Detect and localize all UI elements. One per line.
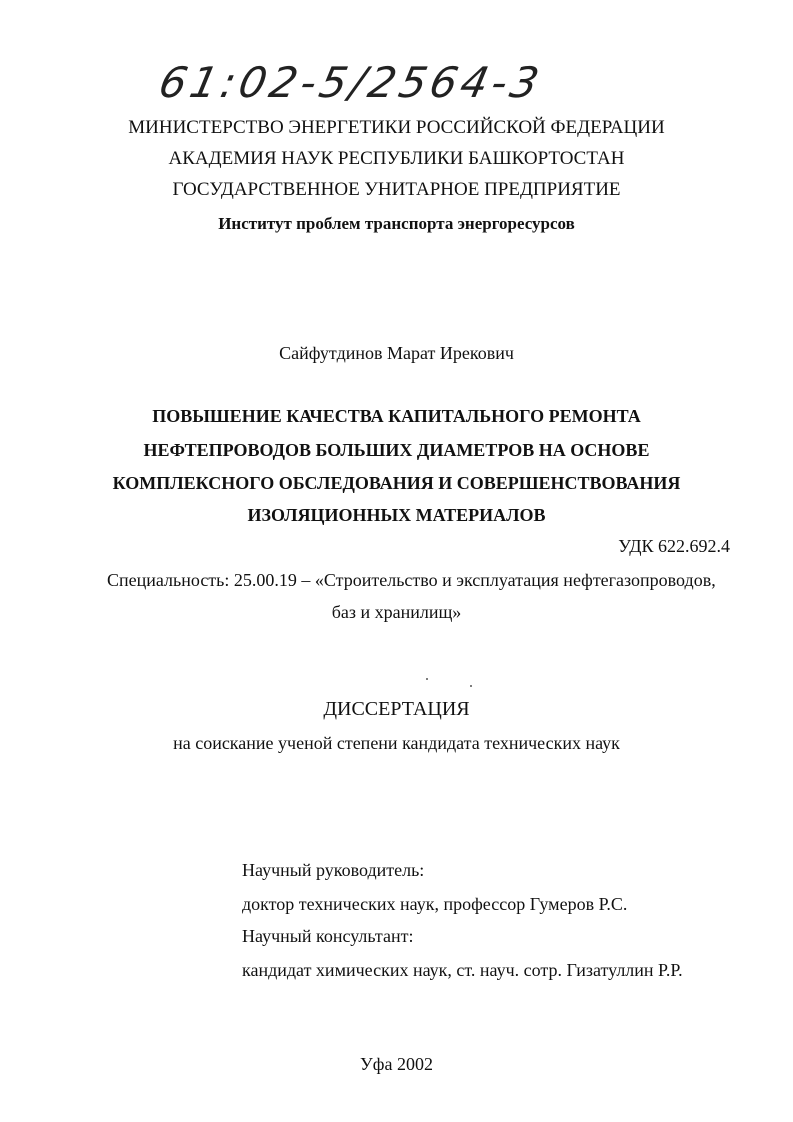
- supervisor-label: Научный руководитель:: [242, 860, 425, 880]
- enterprise-heading: ГОСУДАРСТВЕННОЕ УНИТАРНОЕ ПРЕДПРИЯТИЕ: [172, 179, 621, 200]
- udk-code: УДК 622.692.4: [618, 536, 730, 556]
- institute-heading: Институт проблем транспорта энергоресурсов: [218, 214, 575, 233]
- scan-speck: [426, 678, 428, 680]
- scan-speck: [470, 685, 472, 687]
- supervisor-name: доктор технических наук, профессор Гумеров Р.С.: [242, 894, 628, 914]
- author-name: Сайфутдинов Марат Ирекович: [279, 343, 514, 363]
- degree-line: на соискание ученой степени кандидата технических наук: [173, 733, 620, 753]
- ministry-heading: МИНИСТЕРСТВО ЭНЕРГЕТИКИ РОССИЙСКОЙ ФЕДЕРАЦИИ: [128, 117, 665, 138]
- place-and-year: Уфа 2002: [360, 1054, 433, 1074]
- consultant-label: Научный консультант:: [242, 926, 414, 946]
- title-line: НЕФТЕПРОВОДОВ БОЛЬШИХ ДИАМЕТРОВ НА ОСНОВЕ: [143, 440, 650, 460]
- academy-heading: АКАДЕМИЯ НАУК РЕСПУБЛИКИ БАШКОРТОСТАН: [168, 148, 625, 169]
- specialty-line-continued: баз и хранилищ»: [331, 602, 462, 622]
- title-line: ПОВЫШЕНИЕ КАЧЕСТВА КАПИТАЛЬНОГО РЕМОНТА: [152, 406, 641, 426]
- title-line: ИЗОЛЯЦИОННЫХ МАТЕРИАЛОВ: [247, 505, 546, 525]
- work-type: ДИССЕРТАЦИЯ: [323, 698, 470, 720]
- title-line: КОМПЛЕКСНОГО ОБСЛЕДОВАНИЯ И СОВЕРШЕНСТВОВАНИЯ: [112, 473, 681, 493]
- consultant-name: кандидат химических наук, ст. науч. сотр. Гизатуллин Р.Р.: [242, 960, 683, 980]
- handwritten-archive-mark: 61:02-5/2564-3: [154, 58, 548, 107]
- specialty-line: Специальность: 25.00.19 – «Строительство и эксплуатация нефтегазопроводов,: [107, 570, 716, 590]
